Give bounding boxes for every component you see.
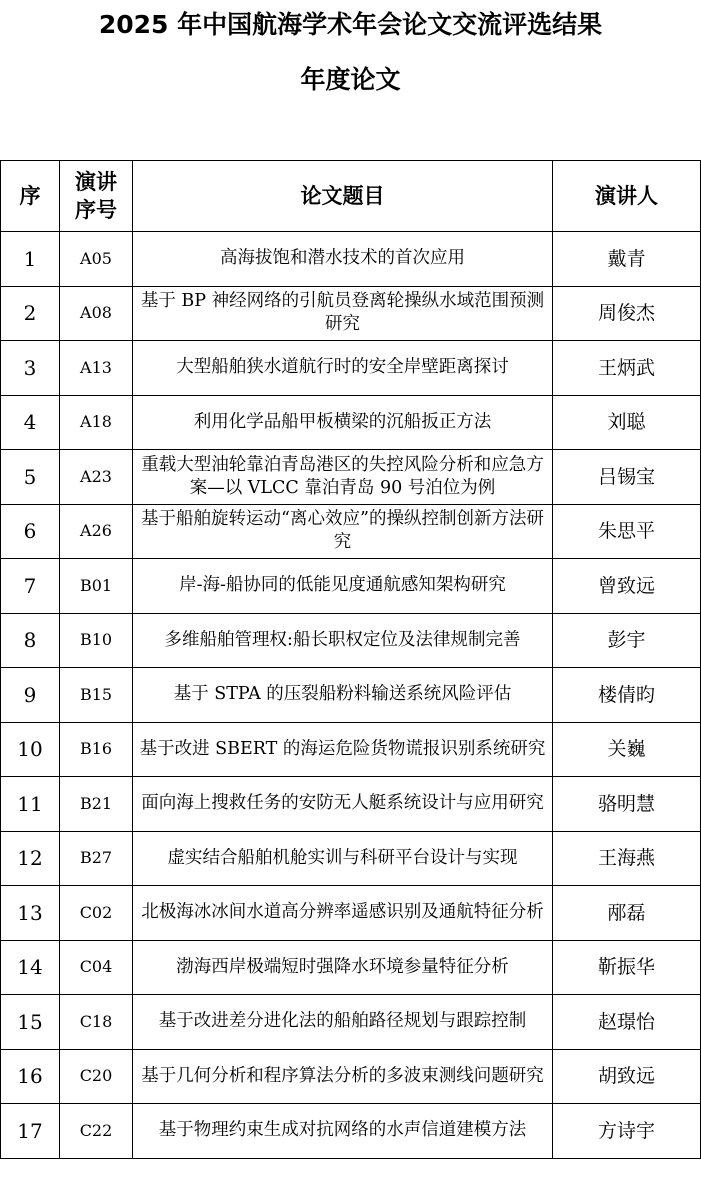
row-index: 15 (1, 995, 60, 1050)
row-speaker: 方诗宇 (553, 1104, 701, 1159)
row-speaker: 王炳武 (553, 341, 701, 396)
table-row (1, 286, 701, 341)
row-speaker: 彭宇 (553, 613, 701, 668)
row-index: 7 (1, 559, 60, 614)
table-row (1, 559, 701, 614)
header-talk-number-line2: 序号 (75, 198, 117, 222)
row-talk-code: B15 (60, 668, 133, 723)
row-index: 10 (1, 722, 60, 777)
row-speaker: 骆明慧 (553, 777, 701, 832)
row-paper-title: 基于 STPA 的压裂船粉料输送系统风险评估 (133, 668, 553, 723)
header-talk-number-line1: 演讲 (75, 170, 117, 194)
row-paper-title: 重载大型油轮靠泊青岛港区的失控风险分析和应急方案—以 VLCC 靠泊青岛 90 号泊位为例 (133, 450, 553, 505)
row-paper-title: 高海拔饱和潜水技术的首次应用 (133, 232, 553, 287)
table-row (1, 232, 701, 287)
row-talk-code: C20 (60, 1049, 133, 1104)
table-row (1, 613, 701, 668)
row-paper-title: 基于物理约束生成对抗网络的水声信道建模方法 (133, 1104, 553, 1159)
table-header-row (1, 161, 701, 232)
header-speaker: 演讲人 (553, 161, 701, 232)
table-row (1, 831, 701, 886)
table-row (1, 886, 701, 941)
row-index: 13 (1, 886, 60, 941)
row-speaker: 赵璟怡 (553, 995, 701, 1050)
table-row (1, 504, 701, 559)
table-row (1, 341, 701, 396)
row-talk-code: B16 (60, 722, 133, 777)
row-paper-title: 基于几何分析和程序算法分析的多波束测线问题研究 (133, 1049, 553, 1104)
table-row (1, 722, 701, 777)
row-index: 5 (1, 450, 60, 505)
row-paper-title: 基于船舶旋转运动“离心效应”的操纵控制创新方法研究 (133, 504, 553, 559)
table-row (1, 668, 701, 723)
row-index: 2 (1, 286, 60, 341)
row-speaker: 戴青 (553, 232, 701, 287)
row-index: 12 (1, 831, 60, 886)
row-paper-title: 岸-海-船协同的低能见度通航感知架构研究 (133, 559, 553, 614)
row-speaker: 王海燕 (553, 831, 701, 886)
row-talk-code: A08 (60, 286, 133, 341)
header-talk-number (60, 161, 133, 232)
row-paper-title: 利用化学品船甲板横梁的沉船扳正方法 (133, 395, 553, 450)
row-talk-code: A05 (60, 232, 133, 287)
row-talk-code: A18 (60, 395, 133, 450)
row-talk-code: B10 (60, 613, 133, 668)
row-paper-title: 北极海冰冰间水道高分辨率遥感识别及通航特征分析 (133, 886, 553, 941)
row-paper-title: 多维船舶管理权:船长职权定位及法律规制完善 (133, 613, 553, 668)
table-row (1, 777, 701, 832)
row-index: 4 (1, 395, 60, 450)
row-talk-code: A23 (60, 450, 133, 505)
row-speaker: 楼倩昀 (553, 668, 701, 723)
row-speaker: 靳振华 (553, 940, 701, 995)
row-speaker: 曾致远 (553, 559, 701, 614)
document-title: 2025 年中国航海学术年会论文交流评选结果 (98, 10, 603, 39)
row-talk-code: B27 (60, 831, 133, 886)
table-row (1, 1104, 701, 1159)
row-paper-title: 渤海西岸极端短时强降水环境参量特征分析 (133, 940, 553, 995)
document-subtitle: 年度论文 (300, 65, 401, 94)
row-paper-title: 大型船舶狭水道航行时的安全岸壁距离探讨 (133, 341, 553, 396)
row-talk-code: C22 (60, 1104, 133, 1159)
row-index: 17 (1, 1104, 60, 1159)
table-row (1, 1049, 701, 1104)
results-table (0, 160, 701, 1159)
row-talk-code: C04 (60, 940, 133, 995)
row-paper-title: 基于 BP 神经网络的引航员登离轮操纵水域范围预测研究 (133, 286, 553, 341)
row-index: 1 (1, 232, 60, 287)
row-index: 14 (1, 940, 60, 995)
row-speaker: 吕锡宝 (553, 450, 701, 505)
table-row (1, 995, 701, 1050)
row-paper-title: 虚实结合船舶机舱实训与科研平台设计与实现 (133, 831, 553, 886)
row-talk-code: B21 (60, 777, 133, 832)
row-speaker: 刘聪 (553, 395, 701, 450)
row-talk-code: A26 (60, 504, 133, 559)
table-row (1, 395, 701, 450)
row-speaker: 邴磊 (553, 886, 701, 941)
row-talk-code: C18 (60, 995, 133, 1050)
header-index: 序 (1, 161, 60, 232)
row-speaker: 关巍 (553, 722, 701, 777)
row-talk-code: A13 (60, 341, 133, 396)
row-index: 11 (1, 777, 60, 832)
row-index: 3 (1, 341, 60, 396)
table-row (1, 450, 701, 505)
row-talk-code: C02 (60, 886, 133, 941)
row-index: 16 (1, 1049, 60, 1104)
row-speaker: 朱思平 (553, 504, 701, 559)
row-paper-title: 基于改进差分进化法的船舶路径规划与跟踪控制 (133, 995, 553, 1050)
row-index: 9 (1, 668, 60, 723)
row-index: 6 (1, 504, 60, 559)
row-paper-title: 基于改进 SBERT 的海运危险货物谎报识别系统研究 (133, 722, 553, 777)
row-paper-title: 面向海上搜救任务的安防无人艇系统设计与应用研究 (133, 777, 553, 832)
header-paper-title: 论文题目 (133, 161, 553, 232)
row-speaker: 胡致远 (553, 1049, 701, 1104)
table-row (1, 940, 701, 995)
row-index: 8 (1, 613, 60, 668)
row-talk-code: B01 (60, 559, 133, 614)
row-speaker: 周俊杰 (553, 286, 701, 341)
